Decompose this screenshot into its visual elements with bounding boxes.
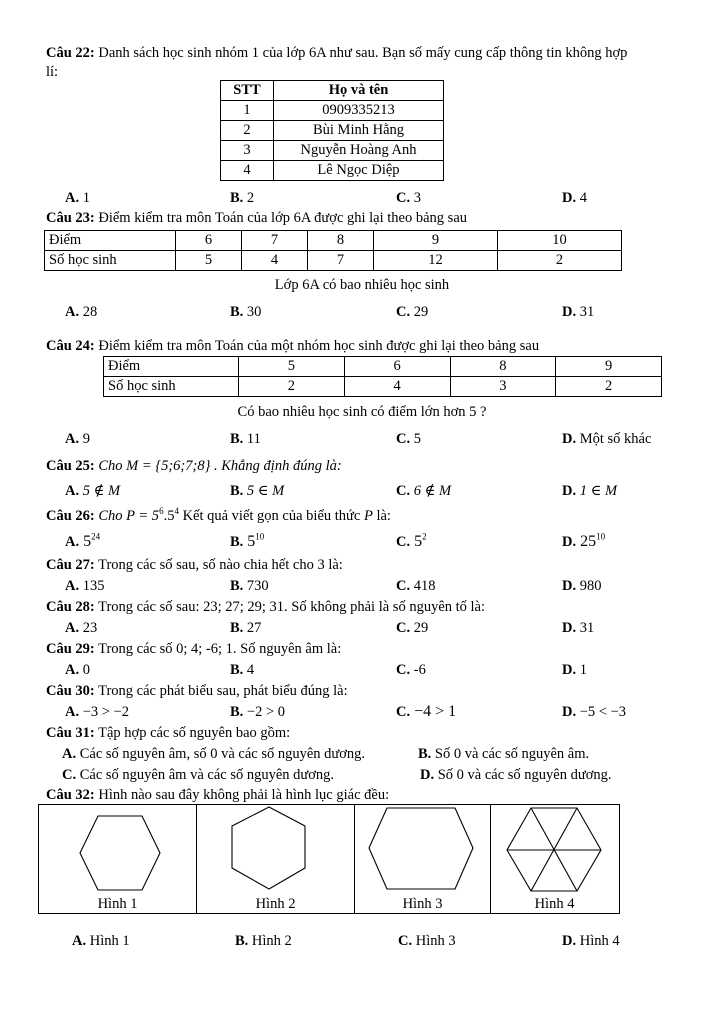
table-cell: 7 — [242, 231, 308, 251]
q25-option-d[interactable] — [562, 482, 617, 500]
q24-option-a[interactable] — [65, 430, 90, 448]
q26-text: là: — [372, 508, 391, 524]
figure-label: Hình 3 — [402, 896, 443, 912]
table-cell: 2 — [556, 377, 662, 397]
figure-label: Hình 1 — [97, 896, 138, 912]
option-key: D. — [562, 578, 577, 594]
q29-option-b[interactable] — [230, 661, 254, 679]
option-text: 5 ∉ M — [79, 483, 121, 499]
option-text: 1 — [576, 662, 587, 678]
option-key: D. — [562, 431, 577, 447]
q24-option-b[interactable] — [230, 430, 261, 448]
table-header-row — [221, 81, 444, 101]
option-exponent: 10 — [255, 531, 265, 542]
option-key: C. — [396, 304, 411, 320]
option-exponent: 24 — [91, 531, 101, 542]
table-cell: 3 — [221, 141, 274, 161]
option-key: A. — [65, 620, 80, 636]
q28-stem — [46, 598, 485, 616]
table-header: STT — [221, 81, 274, 101]
table-cell: Bùi Minh Hằng — [274, 121, 444, 141]
option-key: C. — [396, 483, 411, 499]
option-key: B. — [230, 578, 244, 594]
q29-option-d[interactable] — [562, 661, 587, 679]
q22-stem-cont: lí: — [46, 64, 59, 80]
option-text: Hình 4 — [576, 933, 620, 949]
q23-option-c[interactable] — [396, 303, 428, 321]
q30-label: Câu 30: — [46, 683, 95, 699]
option-text: −4 > 1 — [410, 703, 457, 720]
q22-text: Danh sách học sinh nhóm 1 của lớp 6A như sau. Bạn số mấy cung cấp thông tin không hợp — [94, 45, 628, 61]
option-key: A. — [65, 431, 80, 447]
option-key: B. — [230, 483, 244, 499]
hexagon-figure-3 — [355, 805, 490, 895]
option-key: B. — [230, 431, 244, 447]
q23-option-a[interactable] — [65, 303, 97, 321]
option-key: A. — [62, 746, 77, 762]
q30-option-c[interactable] — [396, 703, 456, 721]
table-cell: 2 — [498, 251, 622, 271]
q23-option-b[interactable] — [230, 303, 261, 321]
option-text: 730 — [243, 578, 269, 594]
figure-cell-3 — [355, 805, 491, 913]
option-text: 23 — [79, 620, 98, 636]
option-text: 135 — [79, 578, 105, 594]
q26-variable: P — [363, 508, 373, 524]
table-row — [221, 161, 444, 181]
option-text: 31 — [576, 304, 595, 320]
option-text: Số 0 và các số nguyên âm. — [431, 746, 590, 762]
option-text: Số 0 và các số nguyên dương. — [434, 767, 612, 783]
option-key: B. — [230, 620, 244, 636]
option-text: 1 — [79, 190, 90, 206]
option-key: D. — [562, 304, 577, 320]
q24-question: Có bao nhiêu học sinh có điểm lớn hơn 5 ? — [237, 404, 487, 420]
option-exponent: 10 — [596, 531, 606, 542]
table-row — [45, 231, 622, 251]
q31-label: Câu 31: — [46, 725, 95, 741]
table-cell: 5 — [239, 357, 345, 377]
q24-label: Câu 24: — [46, 338, 95, 354]
q31-option-a[interactable] — [62, 745, 365, 763]
q26-text: Cho P = 5 — [94, 508, 160, 524]
option-key: A. — [65, 578, 80, 594]
q27-stem — [46, 556, 343, 574]
option-text: 29 — [410, 620, 429, 636]
table-cell: 1 — [221, 101, 274, 121]
q26-label: Câu 26: — [46, 508, 95, 524]
q25-option-b[interactable] — [230, 482, 284, 500]
option-text: 418 — [410, 578, 436, 594]
option-text: 3 — [410, 190, 421, 206]
q24-stem — [46, 337, 539, 355]
q22-label: Câu 22: — [46, 45, 95, 61]
option-key: A. — [65, 190, 80, 206]
option-key: A. — [65, 662, 80, 678]
figure-cell-1 — [39, 805, 197, 913]
option-base: 5 — [243, 533, 256, 550]
q28-option-a[interactable] — [65, 619, 97, 637]
q24-option-d[interactable] — [562, 430, 651, 448]
q22-option-a[interactable] — [65, 189, 90, 207]
option-text: −5 < −3 — [576, 704, 627, 720]
table-cell: Lê Ngọc Diệp — [274, 161, 444, 181]
q26-exponent: 6 — [159, 506, 164, 517]
table-row — [45, 251, 622, 271]
q31-option-c[interactable] — [62, 766, 334, 784]
option-base: 25 — [576, 533, 597, 550]
table-cell: Điểm — [45, 231, 176, 251]
option-text: 31 — [576, 620, 595, 636]
q26-option-a[interactable] — [65, 533, 100, 551]
q27-option-a[interactable] — [65, 577, 104, 595]
option-key: B. — [230, 662, 244, 678]
option-text: 4 — [243, 662, 255, 678]
option-key: C. — [396, 431, 411, 447]
option-base: 5 — [410, 533, 423, 550]
q31-option-b[interactable] — [418, 745, 589, 763]
option-text: Các số nguyên âm, số 0 và các số nguyên dương. — [76, 746, 366, 762]
q29-option-c[interactable] — [396, 661, 426, 679]
figure-cell-2 — [197, 805, 355, 913]
option-key: C. — [396, 578, 411, 594]
option-key: C. — [396, 190, 411, 206]
q26-option-b[interactable] — [230, 533, 264, 551]
q23-option-d[interactable] — [562, 303, 594, 321]
option-text: Hình 1 — [86, 933, 130, 949]
q23-text: Điểm kiểm tra môn Toán của lớp 6A được ghi lại theo bảng sau — [94, 210, 467, 226]
option-key: D. — [562, 620, 577, 636]
option-text: 9 — [79, 431, 90, 447]
q26-text: .5 — [163, 508, 175, 524]
q27-text: Trong các số sau, số nào chia hết cho 3 là: — [94, 557, 343, 573]
table-row — [221, 121, 444, 141]
option-base: 5 — [79, 533, 92, 550]
q29-text: Trong các số 0; 4; -6; 1. Số nguyên âm là: — [94, 641, 342, 657]
option-text: Một số khác — [576, 431, 652, 447]
option-key: A. — [65, 304, 80, 320]
option-key: C. — [62, 767, 77, 783]
q32-option-d[interactable] — [562, 932, 620, 950]
q28-option-c[interactable] — [396, 619, 428, 637]
q24-text: Điểm kiểm tra môn Toán của một nhóm học sinh được ghi lại theo bảng sau — [94, 338, 540, 354]
q23-stem — [46, 209, 467, 227]
option-text: 1 ∈ M — [576, 483, 618, 499]
table-cell: Nguyễn Hoàng Anh — [274, 141, 444, 161]
option-key: A. — [65, 534, 80, 550]
q32-figure-table — [38, 804, 620, 914]
q29-stem — [46, 640, 341, 658]
option-text: 5 ∈ M — [243, 483, 285, 499]
option-text: Các số nguyên âm và các số nguyên dương. — [76, 767, 335, 783]
q32-stem — [46, 786, 389, 804]
table-cell: 4 — [221, 161, 274, 181]
table-header: Họ và tên — [274, 81, 444, 101]
option-text: 6 ∉ M — [410, 483, 452, 499]
q24-table — [103, 356, 662, 397]
q32-label: Câu 32: — [46, 787, 95, 803]
table-row — [104, 357, 662, 377]
table-cell: 4 — [344, 377, 450, 397]
option-key: C. — [396, 534, 411, 550]
option-text: −2 > 0 — [243, 704, 286, 720]
q23-table — [44, 230, 622, 271]
option-text: -6 — [410, 662, 426, 678]
option-text: 28 — [79, 304, 98, 320]
table-cell: Điểm — [104, 357, 239, 377]
option-key: B. — [230, 304, 244, 320]
hexagon-figure-1 — [39, 805, 196, 895]
figure-label: Hình 4 — [534, 896, 575, 912]
option-text: 4 — [576, 190, 587, 206]
q30-option-d[interactable] — [562, 703, 626, 721]
q26-option-d[interactable] — [562, 533, 605, 551]
table-cell: 7 — [308, 251, 374, 271]
q30-stem — [46, 682, 348, 700]
q32-option-c[interactable] — [398, 932, 456, 950]
option-key: B. — [230, 534, 244, 550]
option-text: 5 — [410, 431, 421, 447]
figure-cell-4 — [491, 805, 618, 913]
option-key: B. — [418, 746, 432, 762]
q27-option-c[interactable] — [396, 577, 435, 595]
option-text: −3 > −2 — [79, 704, 130, 720]
q26-text: Kết quả viết gọn của biểu thức — [178, 508, 364, 524]
q30-option-a[interactable] — [65, 703, 129, 721]
table-cell: 2 — [221, 121, 274, 141]
q25-label: Câu 25: — [46, 458, 95, 474]
option-key: B. — [230, 704, 244, 720]
option-text: 0 — [79, 662, 90, 678]
q25-stem — [46, 457, 342, 475]
table-cell: 3 — [450, 377, 556, 397]
option-text: 29 — [410, 304, 429, 320]
q22-option-b[interactable] — [230, 189, 254, 207]
option-text: Hình 3 — [412, 933, 456, 949]
q26-exponent: 4 — [174, 506, 179, 517]
q28-label: Câu 28: — [46, 599, 95, 615]
q30-option-b[interactable] — [230, 703, 285, 721]
table-cell: 10 — [498, 231, 622, 251]
q22-option-d[interactable] — [562, 189, 587, 207]
q22-option-c[interactable] — [396, 189, 421, 207]
table-cell: 0909335213 — [274, 101, 444, 121]
table-cell: 6 — [344, 357, 450, 377]
q23-question: Lớp 6A có bao nhiêu học sinh — [274, 277, 450, 293]
hexagon-figure-4 — [491, 805, 618, 895]
option-key: C. — [398, 933, 413, 949]
table-row — [104, 377, 662, 397]
table-cell: 8 — [308, 231, 374, 251]
table-row — [221, 141, 444, 161]
q31-text: Tập hợp các số nguyên bao gồm: — [94, 725, 291, 741]
table-cell: 2 — [239, 377, 345, 397]
option-key: D. — [562, 704, 577, 720]
option-text: 30 — [243, 304, 262, 320]
q27-option-d[interactable] — [562, 577, 601, 595]
q25-text: Cho M = {5;6;7;8} . Khẳng định đúng là: — [94, 458, 342, 474]
q25-option-c[interactable] — [396, 482, 451, 500]
q27-label: Câu 27: — [46, 557, 95, 573]
figure-label: Hình 2 — [255, 896, 296, 912]
q32-option-b[interactable] — [235, 932, 292, 950]
q22-stem — [46, 44, 627, 62]
option-key: C. — [396, 704, 411, 720]
option-key: D. — [562, 190, 577, 206]
q24-option-c[interactable] — [396, 430, 421, 448]
q25-option-a[interactable] — [65, 482, 120, 500]
option-text: Hình 2 — [248, 933, 292, 949]
table-cell: 4 — [242, 251, 308, 271]
option-key: D. — [562, 662, 577, 678]
option-exponent: 2 — [422, 531, 427, 542]
table-cell: 9 — [556, 357, 662, 377]
option-text: 11 — [243, 431, 261, 447]
table-cell: 6 — [176, 231, 242, 251]
table-cell: Số học sinh — [45, 251, 176, 271]
table-row — [221, 101, 444, 121]
q29-label: Câu 29: — [46, 641, 95, 657]
q28-option-d[interactable] — [562, 619, 594, 637]
q26-stem — [46, 507, 391, 525]
option-key: C. — [396, 620, 411, 636]
table-cell: 12 — [374, 251, 498, 271]
option-text: 980 — [576, 578, 602, 594]
q28-option-b[interactable] — [230, 619, 261, 637]
table-cell: 5 — [176, 251, 242, 271]
table-cell: 8 — [450, 357, 556, 377]
q22-table — [220, 80, 444, 181]
table-cell: Số học sinh — [104, 377, 239, 397]
q32-text: Hình nào sau đây không phải là hình lục giác đều: — [94, 787, 390, 803]
q23-label: Câu 23: — [46, 210, 95, 226]
option-key: C. — [396, 662, 411, 678]
table-cell: 9 — [374, 231, 498, 251]
hexagon-figure-2 — [197, 805, 354, 895]
option-key: A. — [65, 704, 80, 720]
q31-stem — [46, 724, 290, 742]
option-key: B. — [235, 933, 249, 949]
q28-text: Trong các số sau: 23; 27; 29; 31. Số không phải là số nguyên tố là: — [94, 599, 486, 615]
option-key: D. — [562, 534, 577, 550]
option-key: D. — [562, 933, 577, 949]
q29-option-a[interactable] — [65, 661, 90, 679]
option-key: B. — [230, 190, 244, 206]
q27-option-b[interactable] — [230, 577, 269, 595]
option-key: A. — [65, 483, 80, 499]
q30-text: Trong các phát biểu sau, phát biểu đúng là: — [94, 683, 348, 699]
q31-option-d[interactable] — [420, 766, 612, 784]
option-text: 2 — [243, 190, 255, 206]
option-key: A. — [72, 933, 87, 949]
q32-option-a[interactable] — [72, 932, 130, 950]
option-key: D. — [562, 483, 577, 499]
option-text: 27 — [243, 620, 262, 636]
option-key: D. — [420, 767, 435, 783]
q26-option-c[interactable] — [396, 533, 427, 551]
